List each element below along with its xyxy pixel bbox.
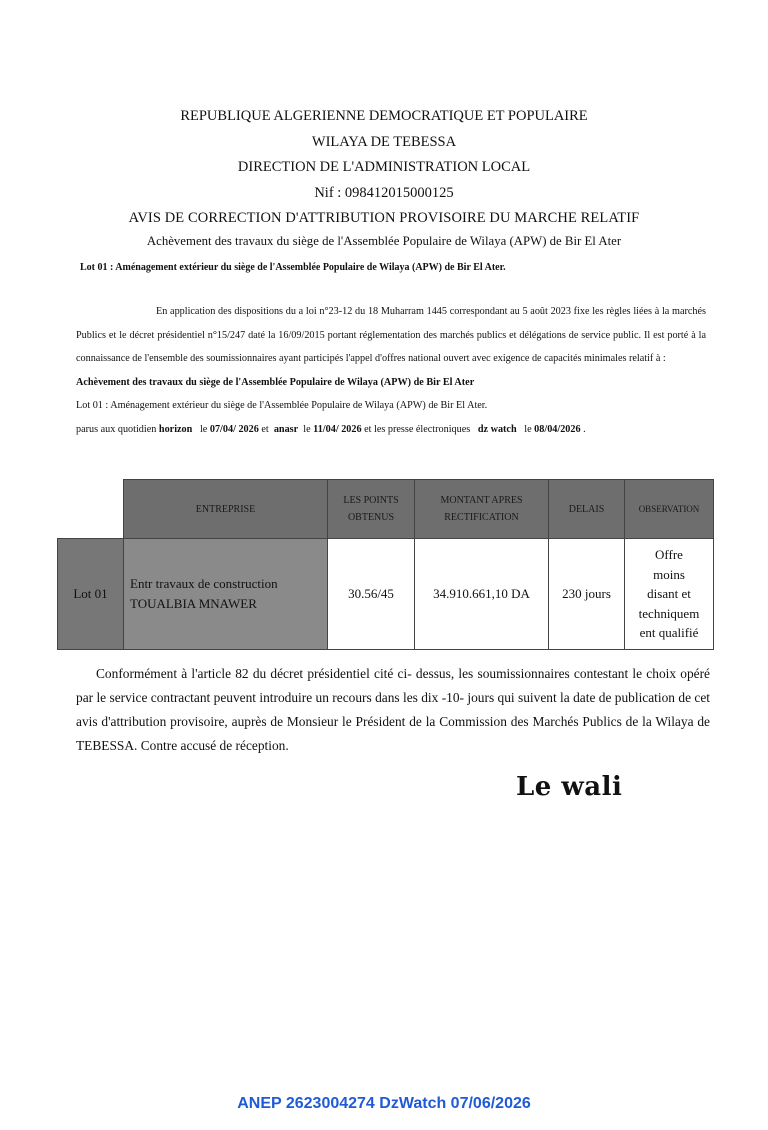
footer-reference: ANEP 2623004274 DzWatch 07/06/2026	[237, 1095, 531, 1112]
cell-lot: Lot 01	[58, 539, 124, 650]
conclusion-paragraph: Conformément à l'article 82 du décret présidentiel cité ci- dessus, les soumissionnaires contestant le choix opéré par le service contractant peuvent introduire un recours dans les dix -10- jours qui suivent la date de publication de cet avis d'attribution provisoire, auprès de Monsieur le Président de la Commission des Marchés Publics de la Wilaya de TEBESSA. Contre accusé de réception.	[76, 666, 710, 753]
header-avis-title: AVIS DE CORRECTION D'ATTRIBUTION PROVISOIRE DU MARCHE RELATIF	[128, 210, 640, 226]
document-header	[0, 104, 768, 253]
header-wilaya: WILAYA DE TEBESSA	[311, 133, 457, 150]
header-entreprise: ENTREPRISE	[124, 480, 328, 539]
header-delais: DELAIS	[549, 480, 625, 539]
intro-paragraph: En application des dispositions du a loi n°23-12 du 18 Muharram 1445 correspondant au 5 août 2023 fixe les règles liées à la marchés Publics et le décret présidentiel n°15/247 daté la 16/09/2015 portant réglementation des marchés publics et délégations de service public. Il est porté à la connaissance de l'ensemble des soumissionnaires ayant participés l'appel d'offres national ouvert avec exigence de capacités minimales relatif à :	[76, 306, 706, 364]
cell-montant: 34.910.661,10 DA	[415, 539, 549, 650]
cell-points: 30.56/45	[328, 539, 415, 650]
cell-observation: Offre moins disant et techniquem ent qualifié	[625, 539, 714, 650]
header-observation: OBSERVATION	[625, 480, 714, 539]
paper-anasr: anasr	[273, 423, 299, 435]
cell-delais: 230 jours	[549, 539, 625, 650]
subject-line: Achèvement des travaux du siège de l'Assemblée Populaire de Wilaya (APW) de Bir El Ater	[76, 376, 475, 388]
table-row	[58, 539, 714, 650]
header-direction: DIRECTION DE L'ADMINISTRATION LOCAL	[237, 159, 531, 175]
header-subject: Achèvement des travaux du siège de l'Assemblée Populaire de Wilaya (APW) de Bir El Ater	[146, 234, 622, 248]
lot-line: Lot 01 : Aménagement extérieur du siège de l'Assemblée Populaire de Wilaya (APW) de Bir El Ater.	[76, 400, 488, 411]
publication-line: parus aux quotidien horizon le 07/04/ 2026 et anasr le 11/04/ 2026 et les presse électroniques dz watch le 08/04/2026 .	[76, 423, 586, 435]
header-points: LES POINTS OBTENUS	[328, 480, 415, 539]
cell-entreprise: Entr travaux de construction TOUALBIA MNAWER	[124, 539, 328, 650]
header-republic: REPUBLIQUE ALGERIENNE DEMOCRATIQUE ET POPULAIRE	[180, 108, 588, 124]
paper-dzwatch: dz watch	[477, 423, 517, 435]
header-blank-cell	[58, 480, 124, 539]
lot-heading: Lot 01 : Aménagement extérieur du siège de l'Assemblée Populaire de Wilaya (APW) de Bir El Ater.	[80, 262, 506, 273]
table-header-row	[58, 480, 714, 539]
paper-horizon: horizon	[158, 423, 193, 435]
header-montant: MONTANT APRES RECTIFICATION	[415, 480, 549, 539]
header-nif: Nif : 098412015000125	[314, 184, 454, 201]
signature: Le wali	[516, 772, 623, 802]
results-table	[57, 479, 714, 650]
conclusion	[76, 662, 710, 758]
body-text	[76, 300, 706, 441]
